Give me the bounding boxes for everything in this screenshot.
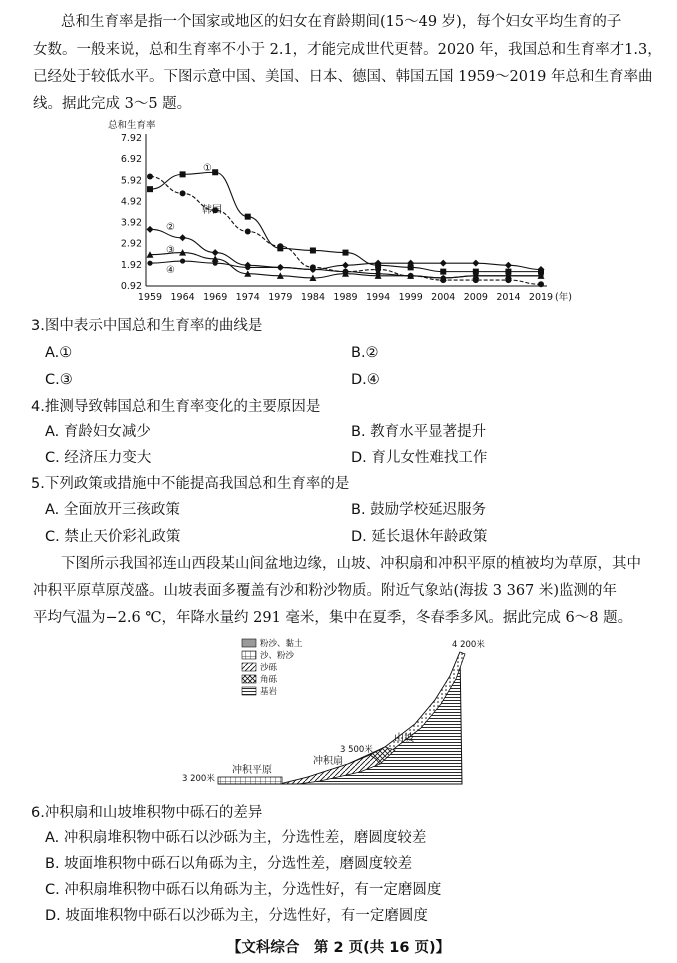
intro-line-1: 总和生育率是指一个国家或地区的妇女在育龄期间(15～49 岁)，每个妇女平均生育的子 xyxy=(61,14,622,30)
x-tick-label: 1979 xyxy=(268,292,293,303)
annotation-korea: 韩国 xyxy=(202,205,222,216)
label-plain-elevation: 3 200米 xyxy=(182,774,215,784)
y-tick-label: 7.92 xyxy=(120,133,142,144)
legend-swatch-bedrock xyxy=(242,687,256,695)
series-3-point xyxy=(147,226,154,233)
q6-option-a[interactable]: A. 冲积扇堆积物中砾石以沙砾为主，分选性差，磨圆度较差 xyxy=(45,830,427,846)
series-1-point xyxy=(310,247,316,253)
series-5-point xyxy=(538,273,543,278)
diagram-legend xyxy=(242,638,303,697)
series-line-1 xyxy=(150,172,541,271)
q5-option-b[interactable]: B. 鼓励学校延迟服务 xyxy=(351,502,487,518)
series-5-point xyxy=(506,273,511,278)
q6-option-b[interactable]: B. 坡面堆积物中砾石以角砾为主，分选性差，磨圆度较差 xyxy=(45,856,413,872)
series-2-point xyxy=(180,190,186,196)
passage2-line-3: 平均气温为−2.6 ℃，年降水量约 291 毫米，集中在夏季，冬春季多风。据此完成 6～8 题。 xyxy=(33,610,633,626)
x-tick-labels xyxy=(138,291,572,303)
label-plain: 冲积平原 xyxy=(232,765,272,776)
y-tick-label: 2.92 xyxy=(120,238,142,250)
q5-stem: 5.下列政策或措施中不能提高我国总和生育率的是 xyxy=(31,476,350,492)
q3-option-b[interactable]: B.② xyxy=(351,345,379,361)
series-5-point xyxy=(375,271,380,276)
x-tick-label: 2014 xyxy=(496,292,521,303)
q4-option-b[interactable]: B. 教育水平显著提升 xyxy=(351,424,487,440)
series-3-point xyxy=(472,260,479,267)
series-1-point xyxy=(180,171,186,177)
series-5-point xyxy=(245,265,250,270)
x-tick-label: 1989 xyxy=(333,292,358,303)
series-5-point xyxy=(180,258,185,263)
x-tick-label: 1984 xyxy=(300,292,326,303)
legend-label-breccia: 角砾 xyxy=(260,675,278,685)
x-tick-label: 2004 xyxy=(431,292,456,303)
series-3-point xyxy=(212,249,219,256)
annotation-4: ④ xyxy=(166,265,175,276)
label-fan-elevation: 3 500米 xyxy=(340,745,373,755)
series-2-point xyxy=(147,173,153,179)
x-tick-label: 1959 xyxy=(137,292,163,303)
series-3-point xyxy=(505,262,512,269)
series-2-point xyxy=(538,281,544,287)
legend-label-sand-silt: 沙、粉沙 xyxy=(260,651,295,661)
y-tick-labels xyxy=(121,133,142,292)
x-tick-label: 1969 xyxy=(203,292,228,303)
series-2-point xyxy=(245,228,251,234)
chart-ylabel: 总和生育率 xyxy=(108,120,156,131)
q5-option-d[interactable]: D. 延长退休年龄政策 xyxy=(351,529,488,545)
q5-option-c[interactable]: C. 禁止天价彩礼政策 xyxy=(45,529,181,545)
legend-swatch-sand-silt xyxy=(242,651,256,659)
y-tick-label: 0.92 xyxy=(120,281,142,292)
x-tick-label: 1999 xyxy=(398,292,423,303)
q3-option-c[interactable]: C.③ xyxy=(45,372,73,388)
series-3-point xyxy=(179,234,186,241)
label-fan: 冲积扇 xyxy=(313,756,343,767)
legend-label-bedrock: 基岩 xyxy=(260,687,278,697)
series-3-point xyxy=(342,262,349,269)
legend-label-gravel: 沙砾 xyxy=(260,663,278,673)
y-tick-label: 6.92 xyxy=(120,154,142,166)
plain-layer xyxy=(218,777,282,784)
q3-stem: 3.图中表示中国总和生育率的曲线是 xyxy=(31,318,263,334)
series-1-point xyxy=(440,269,446,275)
q6-option-c[interactable]: C. 冲积扇堆积物中砾石以角砾为主，分选性好，有一定磨圆度 xyxy=(45,882,442,898)
series-1-point xyxy=(343,250,349,256)
x-tick-label: 2019 xyxy=(528,292,554,303)
series-5-point xyxy=(408,273,413,278)
label-slope: 山坡 xyxy=(394,733,414,744)
series-5-point xyxy=(441,275,446,280)
intro-line-3: 已经处于较低水平。下图示意中国、美国、日本、德国、韩国五国 1959～2019 年总和生育率曲 xyxy=(33,69,653,85)
series-1-point xyxy=(245,214,251,220)
x-tick-label: 1964 xyxy=(170,292,195,303)
series-5-point xyxy=(310,267,315,272)
series-5-point xyxy=(473,273,478,278)
x-tick-label: 1994 xyxy=(365,292,391,303)
series-5-point xyxy=(278,265,283,270)
annotation-3: ③ xyxy=(166,245,175,256)
landform-diagram xyxy=(180,636,510,788)
x-tick-label: 2009 xyxy=(463,292,488,303)
legend-label-silt-clay: 粉沙、黏土 xyxy=(260,639,303,649)
q3-option-d[interactable]: D.④ xyxy=(351,372,380,388)
intro-line-2: 女数。一般来说，总和生育率不小于 2.1，才能完成世代更替。2020 年，我国总和生育率才1.3， xyxy=(33,42,662,58)
series-5-point xyxy=(343,269,348,274)
passage2-line-1: 下图所示我国祁连山西段某山间盆地边缘，山坡、冲积扇和冲积平原的植被均为草原，其中 xyxy=(61,556,641,572)
y-tick-label: 1.92 xyxy=(120,259,142,271)
series-5-point xyxy=(213,261,218,266)
series-1-point xyxy=(212,169,218,175)
intro-line-4: 线。据此完成 3～5 题。 xyxy=(33,96,192,112)
series-2-point xyxy=(277,243,283,249)
y-tick-label: 4.92 xyxy=(120,196,142,208)
series-3-point xyxy=(440,260,447,267)
label-top-elevation: 4 200米 xyxy=(452,640,485,650)
passage2-line-2: 冲积平原草原茂盛。山坡表面多覆盖有沙和粉沙物质。附近气象站(海拔 3 367 米)监测的年 xyxy=(33,583,618,599)
y-tick-label: 5.92 xyxy=(120,175,142,187)
fertility-chart xyxy=(100,116,580,306)
legend-swatch-silt-clay xyxy=(242,639,256,647)
q6-stem: 6.冲积扇和山坡堆积物中砾石的差异 xyxy=(31,805,263,821)
legend-swatch-gravel xyxy=(242,663,256,671)
x-tick-label: 1974 xyxy=(235,292,260,303)
series-5-point xyxy=(147,261,152,266)
q6-option-d[interactable]: D. 坡面堆积物中砾石以沙砾为主，分选性好，有一定磨圆度 xyxy=(45,908,428,924)
q4-option-d[interactable]: D. 育儿女性难找工作 xyxy=(351,450,488,466)
annotation-1: ① xyxy=(203,163,212,174)
legend-swatch-breccia xyxy=(242,675,256,683)
page-footer: 【文科综合 第 2 页(共 16 页)】 xyxy=(226,940,451,956)
series-layer xyxy=(147,169,545,287)
q4-option-c[interactable]: C. 经济压力变大 xyxy=(45,450,152,466)
series-1-point xyxy=(147,186,153,192)
annotation-2: ② xyxy=(166,222,175,233)
q4-option-a[interactable]: A. 育龄妇女减少 xyxy=(45,424,151,440)
q4-stem: 4.推测导致韩国总和生育率变化的主要原因是 xyxy=(31,399,321,415)
x-axis-unit: (年) xyxy=(555,292,572,303)
q5-option-a[interactable]: A. 全面放开三孩政策 xyxy=(45,502,180,518)
y-tick-label: 3.92 xyxy=(120,217,142,229)
q3-option-a[interactable]: A.① xyxy=(45,345,73,361)
